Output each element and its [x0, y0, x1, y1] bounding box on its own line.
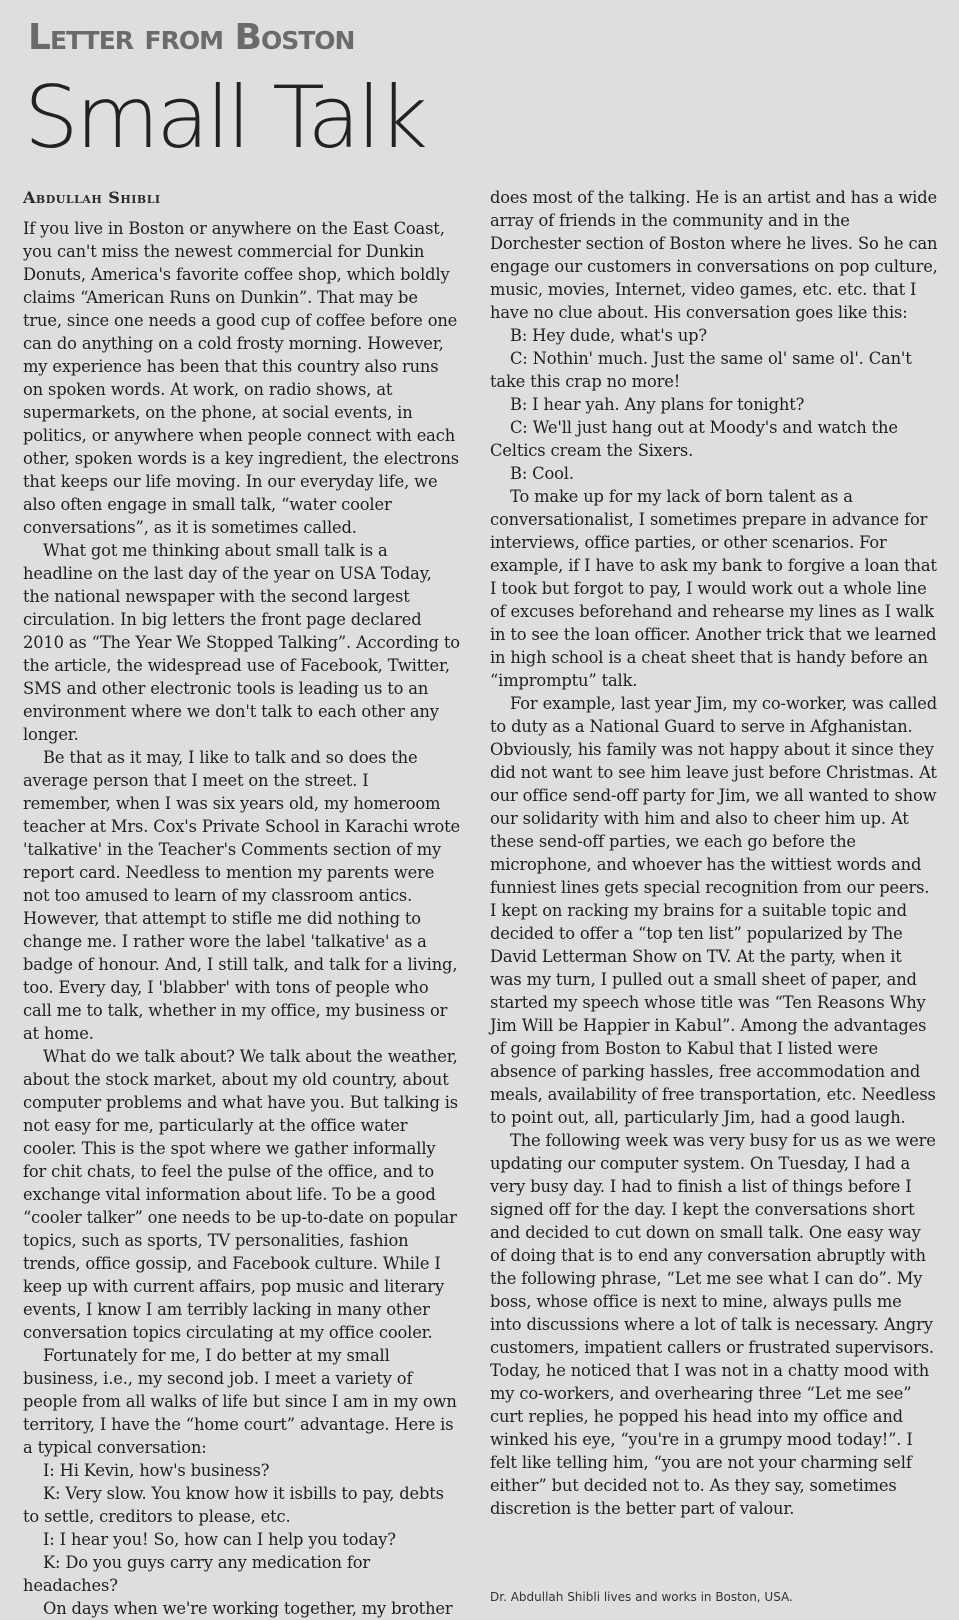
left-column — [23, 186, 461, 1620]
paragraph: What do we talk about? We talk about the weather, about the stock market, about my old country, about computer problems and what have you. But talking is not easy for me, particularly at the office water cooler. This is the spot where we gather informally for chit chats, to feel the pulse of the office, and to exchange vital information about life. To be a good “cooler talker” one needs to be up-to-date on popular topics, such as sports, TV personalities, fashion trends, office gossip, and Facebook culture. While I keep up with current affairs, pop music and literary events, I know I am terribly lacking in many other conversation topics circulating at my office cooler. — [23, 1047, 459, 1342]
section-kicker: Letter from Boston — [28, 17, 355, 58]
right-column — [490, 186, 938, 1520]
byline: Abdullah Shibli — [23, 188, 161, 207]
paragraph: To make up for my lack of born talent as a conversationalist, I sometimes prepare in advance for interviews, office parties, or other scenarios. For example, if I have to ask my bank to forgive a loan that I took but forgot to pay, I would work out a whole line of excuses beforehand and rehearse my lines as I walk in to see the loan officer. Another trick that we learned in high school is a cheat sheet that is handy before an “impromptu” talk. — [490, 487, 937, 690]
dialogue-line: B: I hear yah. Any plans for tonight? — [510, 395, 805, 414]
paragraph: Fortunately for me, I do better at my small business, i.e., my second job. I meet a variety of people from all walks of life but since I am in my own territory, I have the “home court” advantage. Here is a typical conversation: — [23, 1346, 457, 1457]
paragraph: If you live in Boston or anywhere on the East Coast, you can't miss the newest commercial for Dunkin Donuts, America's favorite coffee shop, which boldly claims “American Runs on Dunkin”. That may be true, since one needs a good cup of coffee before one can do anything on a cold frosty morning. However, my experience has been that this country also runs on spoken words. At work, on radio shows, at supermarkets, on the phone, at social events, in politics, or anywhere when people connect with each other, spoken words is a key ingredient, the electrons that keeps our life moving. In our everyday life, we also often engage in small talk, “water cooler conversations”, as it is sometimes called. — [23, 219, 460, 537]
dialogue-line: B: Hey dude, what's up? — [510, 326, 708, 345]
paragraph: does most of the talking. He is an artist and has a wide array of friends in the community and in the Dorchester section of Boston where he lives. So he can engage our customers in conversations on pop culture, music, movies, Internet, video games, etc. etc. that I have no clue about. His conversation goes like this: — [490, 188, 938, 322]
author-note: Dr. Abdullah Shibli lives and works in Boston, USA. — [490, 1590, 793, 1604]
paragraph: For example, last year Jim, my co-worker, was called to duty as a National Guard to serve in Afghanistan. Obviously, his family was not happy about it since they did not want to see him leave just before Christmas. At our office send-off party for Jim, we all wanted to show our solidarity with him and also to cheer him up. At these send-off parties, we each go before the microphone, and whoever has the wittiest words and funniest lines gets special recognition from our peers. I kept on racking my brains for a suitable topic and decided to offer a “top ten list” popularized by The David Letterman Show on TV. At the party, when it was my turn, I pulled out a small sheet of paper, and started my speech whose title was “Ten Reasons Why Jim Will be Happier in Kabul”. Among the advantages of going from Boston to Kabul that I listed were absence of parking hassles, free accommodation and meals, availability of free transportation, etc. Needless to point out, all, particularly Jim, had a good laugh. — [490, 694, 938, 1127]
dialogue-line: K: Very slow. You know how it isbills to pay, debts to settle, creditors to please, etc. — [23, 1484, 444, 1526]
dialogue-line: I: Hi Kevin, how's business? — [43, 1461, 270, 1480]
paragraph: What got me thinking about small talk is a headline on the last day of the year on USA Today, the national newspaper with the second largest circulation. In big letters the front page declared 2010 as “The Year We Stopped Talking”. According to the article, the widespread use of Facebook, Twitter, SMS and other electronic tools is leading us to an environment where we don't talk to each other any longer. — [23, 541, 460, 744]
paragraph: Be that as it may, I like to talk and so does the average person that I meet on the street. I remember, when I was six years old, my homeroom teacher at Mrs. Cox's Private School in Karachi wrote 'talkative' in the Teacher's Comments section of my report card. Needless to mention my parents were not too amused to learn of my classroom antics. However, that attempt to stifle me did nothing to change me. I rather wore the label 'talkative' as a badge of honour. And, I still talk, and talk for a living, too. Every day, I 'blabber' with tons of people who call me to talk, whether in my office, my business or at home. — [23, 748, 461, 1043]
dialogue-line: C: We'll just hang out at Moody's and watch the Celtics cream the Sixers. — [490, 418, 898, 460]
dialogue-line: B: Cool. — [510, 464, 574, 483]
paragraph: On days when we're working together, my brother — [43, 1599, 453, 1618]
dialogue-line: I: I hear you! So, how can I help you today? — [43, 1530, 396, 1549]
dialogue-line: K: Do you guys carry any medication for headaches? — [23, 1553, 370, 1595]
dialogue-line: C: Nothin' much. Just the same ol' same ol'. Can't take this crap no more! — [490, 349, 912, 391]
article-title: Small Talk — [24, 68, 425, 168]
paragraph: The following week was very busy for us as we were updating our computer system. On Tuesday, I had a very busy day. I had to finish a list of things before I signed off for the day. I kept the conversations short and decided to cut down on small talk. One easy way of doing that is to end any conversation abruptly with the following phrase, “Let me see what I can do”. My boss, whose office is next to mine, always pulls me into discussions where a lot of talk is necessary. Angry customers, impatient callers or frustrated supervisors. Today, he noticed that I was not in a chatty mood with my co-workers, and overhearing three “Let me see” curt replies, he popped his head into my office and winked his eye, “you're in a grumpy mood today!”. I felt like telling him, “you are not your charming self either” but decided not to. As they say, sometimes discretion is the better part of valour. — [490, 1131, 936, 1518]
